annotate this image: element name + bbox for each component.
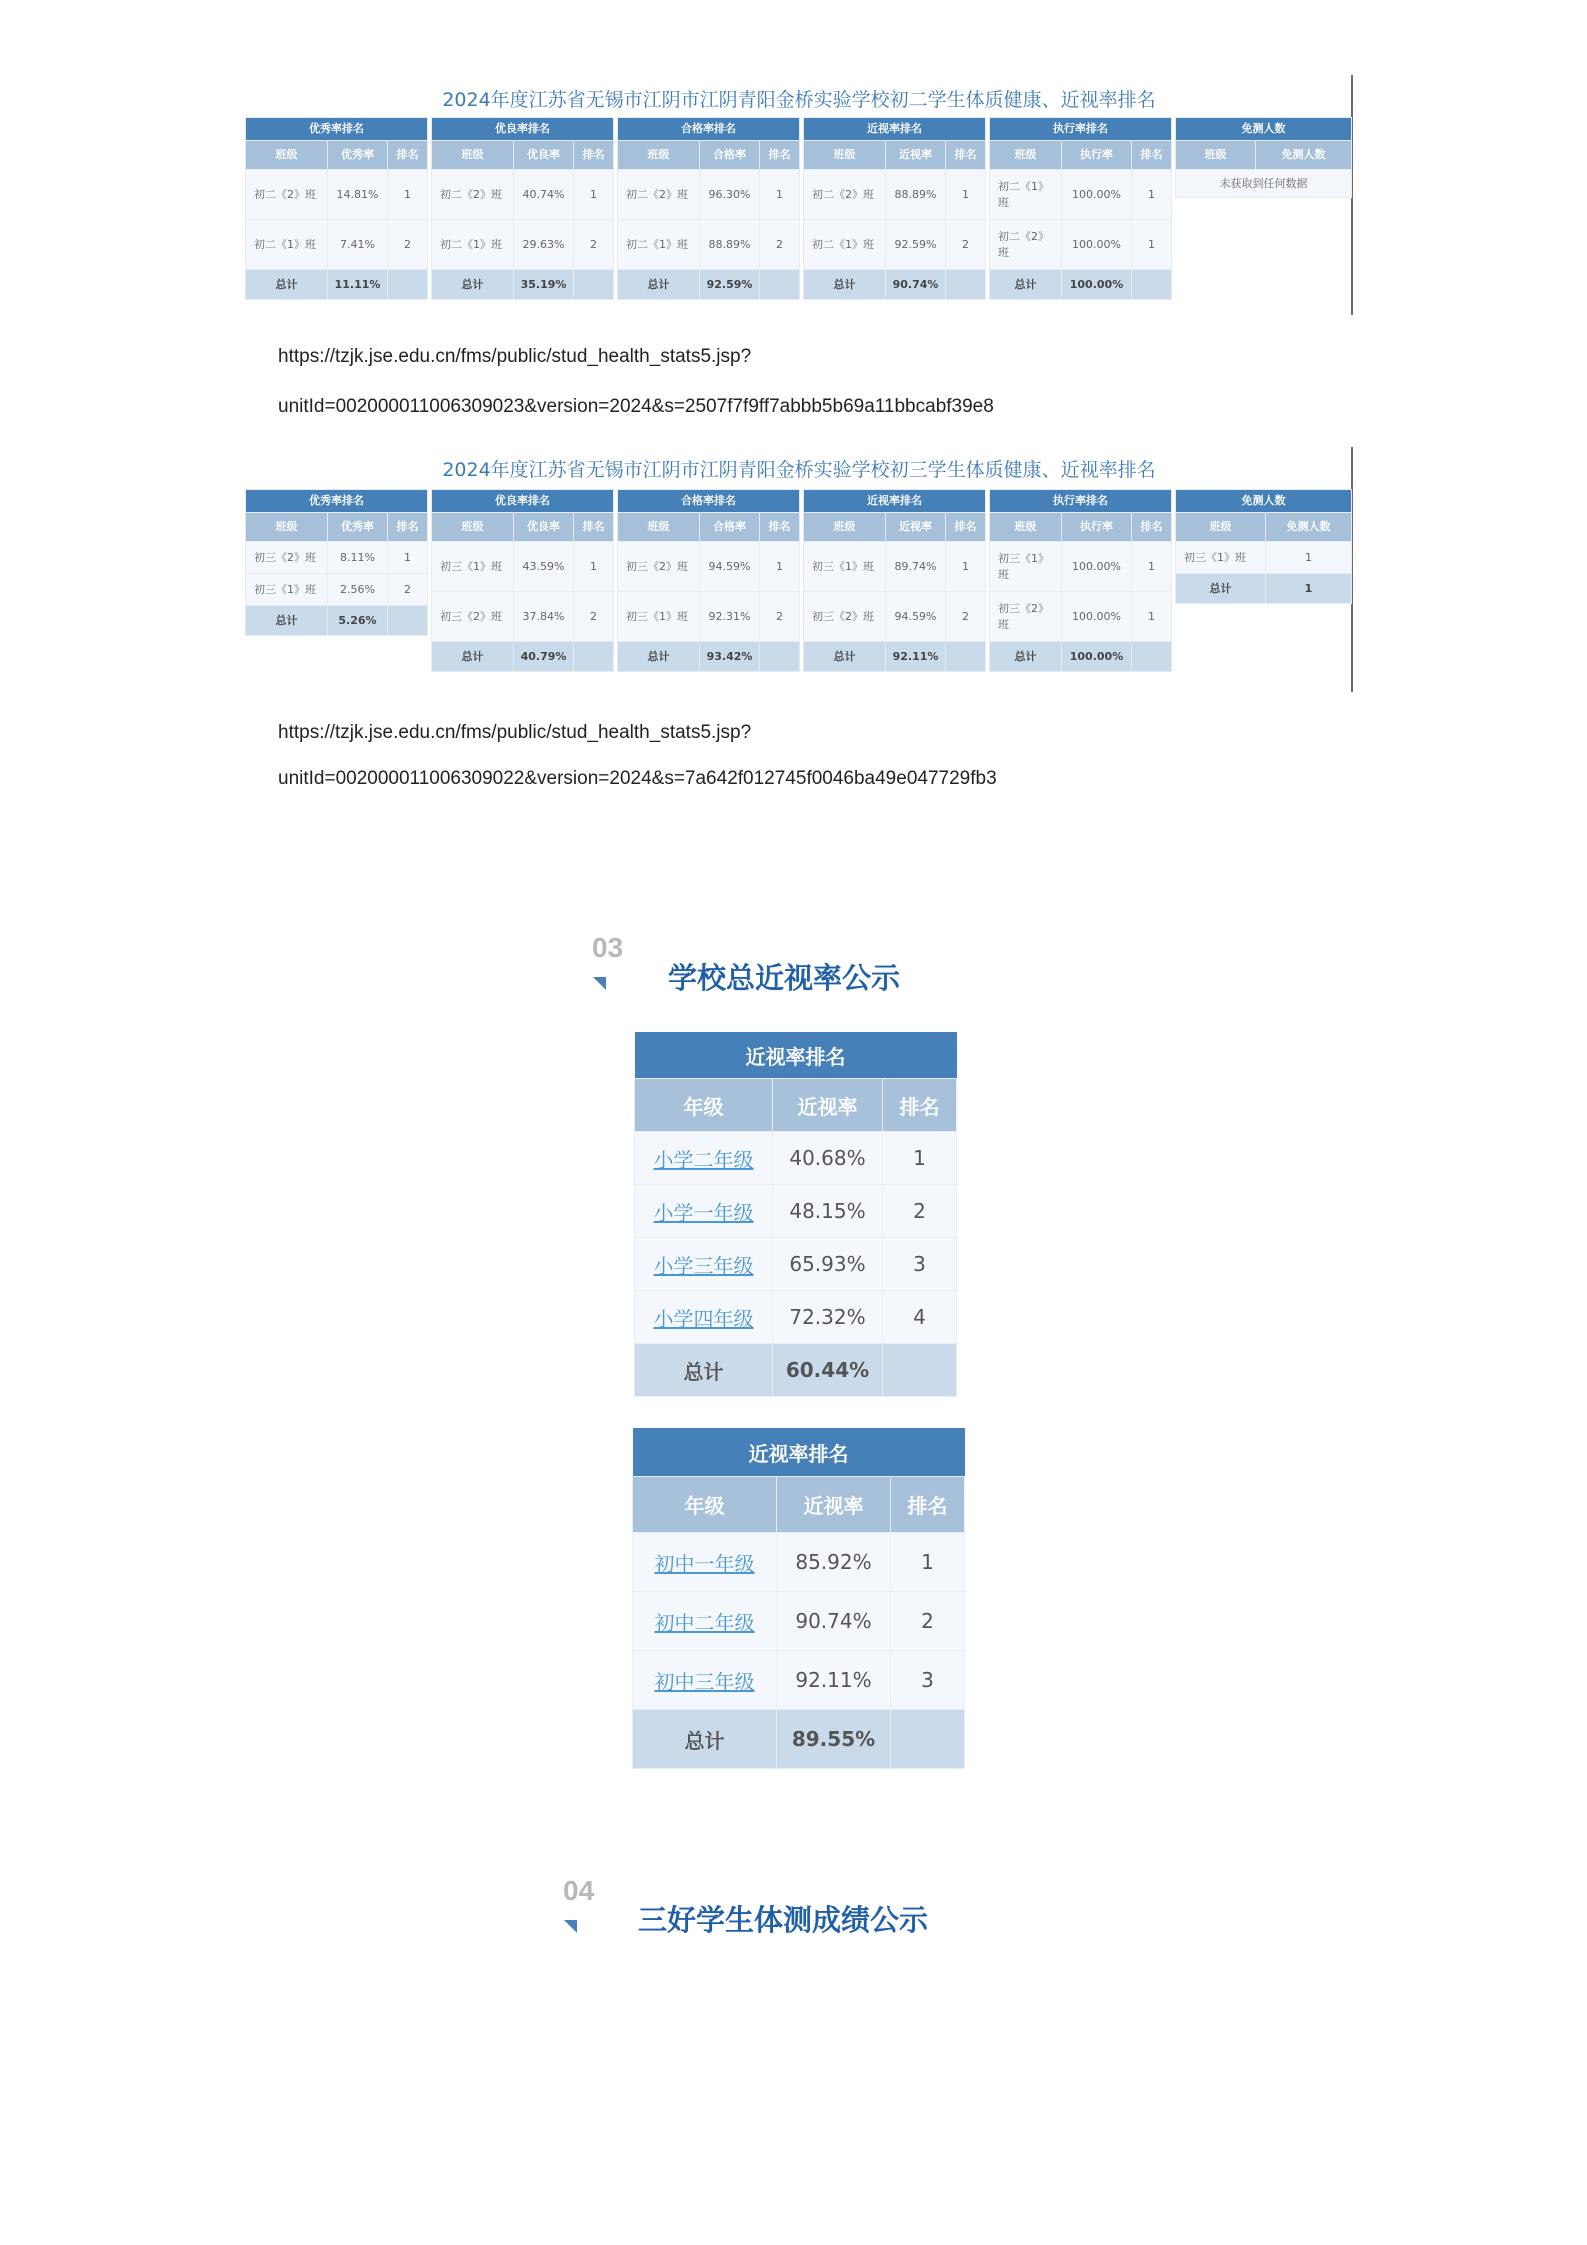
table-cell: 初三《2》班 xyxy=(990,592,1062,642)
table-cell: 初三《1》班 xyxy=(618,592,700,642)
table-cell: 37.84% xyxy=(514,592,574,642)
col-header: 排名 xyxy=(574,141,614,170)
report-title: 2024年度江苏省无锡市江阴市江阴青阳金桥实验学校初三学生体质健康、近视率排名 xyxy=(442,459,1156,481)
col-header: 排名 xyxy=(388,513,428,542)
table-cell: 88.89% xyxy=(700,220,760,270)
total-value: 35.19% xyxy=(514,270,574,300)
table-cell: 初三《1》班 xyxy=(246,574,328,606)
table-cell: 初二《2》班 xyxy=(246,170,328,220)
table-cell: 100.00% xyxy=(1062,220,1132,270)
col-header: 近视率 xyxy=(886,141,946,170)
table-cell: 1 xyxy=(574,542,614,592)
table-cell: 初三《1》班 xyxy=(990,542,1062,592)
source-url-2-line2[interactable]: unitId=002000011006309022&version=2024&s=7a642f012745f0046ba49e047729fb3 xyxy=(278,768,997,789)
table-cell xyxy=(883,1344,957,1397)
col-header: 排名 xyxy=(883,1079,957,1132)
table-caption: 优良率排名 xyxy=(432,490,614,513)
rate-cell: 72.32% xyxy=(773,1291,883,1344)
execution-rate-table xyxy=(989,489,1172,672)
source-url-1-line2[interactable]: unitId=002000011006309023&version=2024&s=2507f7f9ff7abbb5b69a11bbcabf39e8 xyxy=(278,396,994,417)
col-header: 班级 xyxy=(618,141,700,170)
report-grade9 xyxy=(245,447,1353,692)
total-label: 总计 xyxy=(618,642,700,672)
table-cell: 初三《1》班 xyxy=(432,542,514,592)
table-cell: 1 xyxy=(1132,542,1172,592)
table-caption: 近视率排名 xyxy=(804,490,986,513)
table-cell xyxy=(388,606,428,636)
col-header: 班级 xyxy=(804,141,886,170)
total-value: 93.42% xyxy=(700,642,760,672)
table-cell: 初三《2》班 xyxy=(432,592,514,642)
rate-cell: 92.11% xyxy=(777,1651,891,1710)
table-caption: 执行率排名 xyxy=(990,490,1172,513)
table-cell: 1 xyxy=(760,170,800,220)
rate-cell: 85.92% xyxy=(777,1533,891,1592)
grade-cell xyxy=(635,1132,773,1185)
good-rate-table xyxy=(431,489,614,672)
section-title: 学校总近视率公示 xyxy=(668,961,901,995)
total-label: 总计 xyxy=(804,270,886,300)
table-caption: 近视率排名 xyxy=(804,118,986,141)
grade-link[interactable]: 小学二年级 xyxy=(653,1147,754,1172)
table-cell: 2 xyxy=(388,220,428,270)
myopia-rate-table xyxy=(803,489,986,672)
rate-cell: 40.68% xyxy=(773,1132,883,1185)
total-value: 92.11% xyxy=(886,642,946,672)
col-header: 排名 xyxy=(946,141,986,170)
table-cell: 初二《2》班 xyxy=(618,170,700,220)
table-caption: 近视率排名 xyxy=(635,1032,957,1079)
table-cell: 初三《2》班 xyxy=(804,592,886,642)
section-marker-icon xyxy=(593,977,606,990)
middle-school-myopia-table xyxy=(632,1428,965,1769)
execution-rate-table xyxy=(989,117,1172,300)
grade-cell xyxy=(635,1185,773,1238)
total-value: 100.00% xyxy=(1062,642,1132,672)
col-header: 班级 xyxy=(990,141,1062,170)
table-cell: 初二《1》班 xyxy=(432,220,514,270)
col-header: 免测人数 xyxy=(1266,513,1352,542)
total-value: 11.11% xyxy=(328,270,388,300)
col-header: 免测人数 xyxy=(1256,141,1352,170)
table-cell: 2 xyxy=(574,220,614,270)
table-cell: 100.00% xyxy=(1062,170,1132,220)
total-value: 40.79% xyxy=(514,642,574,672)
table-cell: 初三《2》班 xyxy=(618,542,700,592)
table-cell: 2 xyxy=(946,592,986,642)
table-caption: 优良率排名 xyxy=(432,118,614,141)
table-cell xyxy=(760,270,800,300)
col-header: 年级 xyxy=(633,1477,777,1533)
table-cell: 初二《1》班 xyxy=(618,220,700,270)
col-header: 班级 xyxy=(990,513,1062,542)
col-header: 排名 xyxy=(760,513,800,542)
table-cell: 2 xyxy=(388,574,428,606)
col-header: 班级 xyxy=(1176,141,1256,170)
col-header: 近视率 xyxy=(886,513,946,542)
grade-link[interactable]: 初中二年级 xyxy=(654,1610,755,1635)
table-caption: 近视率排名 xyxy=(633,1428,965,1477)
table-cell xyxy=(1132,642,1172,672)
col-header: 班级 xyxy=(432,513,514,542)
grade-cell xyxy=(633,1651,777,1710)
rank-cell: 3 xyxy=(891,1651,965,1710)
total-label: 总计 xyxy=(246,270,328,300)
section-number: 04 xyxy=(563,1875,595,1906)
report-title: 2024年度江苏省无锡市江阴市江阴青阳金桥实验学校初二学生体质健康、近视率排名 xyxy=(442,89,1156,111)
col-header: 排名 xyxy=(760,141,800,170)
table-cell: 8.11% xyxy=(328,542,388,574)
pass-rate-table xyxy=(617,117,800,300)
table-cell xyxy=(946,642,986,672)
pass-rate-table xyxy=(617,489,800,672)
total-value: 92.59% xyxy=(700,270,760,300)
table-cell: 1 xyxy=(574,170,614,220)
col-header: 排名 xyxy=(946,513,986,542)
col-header: 排名 xyxy=(891,1477,965,1533)
col-header: 班级 xyxy=(1176,513,1266,542)
col-header: 近视率 xyxy=(773,1079,883,1132)
table-caption: 合格率排名 xyxy=(618,490,800,513)
table-cell: 96.30% xyxy=(700,170,760,220)
table-cell: 初三《1》班 xyxy=(804,542,886,592)
grade-link[interactable]: 初中一年级 xyxy=(654,1551,755,1576)
table-cell: 7.41% xyxy=(328,220,388,270)
table-cell: 94.59% xyxy=(886,592,946,642)
table-cell: 1 xyxy=(1132,170,1172,220)
table-cell: 2.56% xyxy=(328,574,388,606)
total-label: 总计 xyxy=(432,642,514,672)
table-cell: 89.74% xyxy=(886,542,946,592)
table-cell: 初二《1》班 xyxy=(990,170,1062,220)
table-cell xyxy=(1132,270,1172,300)
table-cell: 1 xyxy=(388,170,428,220)
exempt-count-table xyxy=(1175,117,1352,198)
grade-cell xyxy=(633,1533,777,1592)
rank-cell: 1 xyxy=(891,1533,965,1592)
total-label: 总计 xyxy=(1176,574,1266,604)
table-caption: 执行率排名 xyxy=(990,118,1172,141)
total-label: 总计 xyxy=(432,270,514,300)
table-cell: 92.31% xyxy=(700,592,760,642)
rank-cell: 2 xyxy=(883,1185,957,1238)
total-label: 总计 xyxy=(246,606,328,636)
col-header: 合格率 xyxy=(700,513,760,542)
grade-cell xyxy=(635,1238,773,1291)
rank-cell: 2 xyxy=(891,1592,965,1651)
total-label: 总计 xyxy=(618,270,700,300)
total-label: 总计 xyxy=(990,270,1062,300)
table-cell xyxy=(891,1710,965,1769)
rate-cell: 90.74% xyxy=(777,1592,891,1651)
rank-cell: 3 xyxy=(883,1238,957,1291)
table-cell: 2 xyxy=(760,220,800,270)
total-value: 1 xyxy=(1266,574,1352,604)
grade-link[interactable]: 初中三年级 xyxy=(654,1669,755,1694)
table-caption: 免测人数 xyxy=(1176,490,1352,513)
table-cell: 初二《1》班 xyxy=(246,220,328,270)
table-cell: 14.81% xyxy=(328,170,388,220)
grade-link[interactable]: 小学四年级 xyxy=(653,1306,754,1331)
col-header: 优良率 xyxy=(514,141,574,170)
col-header: 班级 xyxy=(618,513,700,542)
total-value: 5.26% xyxy=(328,606,388,636)
table-cell xyxy=(946,270,986,300)
col-header: 优良率 xyxy=(514,513,574,542)
excellent-rate-table xyxy=(245,117,428,300)
table-caption: 免测人数 xyxy=(1176,118,1352,141)
rate-cell: 65.93% xyxy=(773,1238,883,1291)
col-header: 执行率 xyxy=(1062,141,1132,170)
report-grade8 xyxy=(245,75,1353,315)
table-cell: 初二《2》班 xyxy=(804,170,886,220)
empty-data-note: 未获取到任何数据 xyxy=(1176,170,1352,198)
rank-cell: 1 xyxy=(883,1132,957,1185)
table-caption: 优秀率排名 xyxy=(246,118,428,141)
table-cell: 1 xyxy=(946,170,986,220)
rank-cell: 4 xyxy=(883,1291,957,1344)
table-cell: 43.59% xyxy=(514,542,574,592)
table-cell: 1 xyxy=(1266,542,1352,574)
table-cell: 初二《2》班 xyxy=(432,170,514,220)
table-cell xyxy=(574,642,614,672)
grade-link[interactable]: 小学一年级 xyxy=(653,1200,754,1225)
table-cell: 初二《2》班 xyxy=(990,220,1062,270)
excellent-rate-table xyxy=(245,489,428,636)
table-caption: 优秀率排名 xyxy=(246,490,428,513)
table-cell: 1 xyxy=(1132,220,1172,270)
table-cell: 1 xyxy=(1132,592,1172,642)
rate-cell: 48.15% xyxy=(773,1185,883,1238)
section-marker-icon xyxy=(564,1920,577,1933)
table-cell: 92.59% xyxy=(886,220,946,270)
col-header: 排名 xyxy=(574,513,614,542)
table-cell: 1 xyxy=(388,542,428,574)
table-cell: 88.89% xyxy=(886,170,946,220)
total-label: 总计 xyxy=(804,642,886,672)
col-header: 班级 xyxy=(246,513,328,542)
table-cell: 初三《1》班 xyxy=(1176,542,1266,574)
table-cell: 1 xyxy=(946,542,986,592)
col-header: 排名 xyxy=(388,141,428,170)
table-cell xyxy=(760,642,800,672)
table-cell: 2 xyxy=(760,592,800,642)
total-label: 总计 xyxy=(635,1344,773,1397)
table-cell xyxy=(388,270,428,300)
table-cell: 29.63% xyxy=(514,220,574,270)
total-label: 总计 xyxy=(633,1710,777,1769)
table-caption: 合格率排名 xyxy=(618,118,800,141)
table-cell: 100.00% xyxy=(1062,592,1132,642)
source-url-1-line1[interactable]: https://tzjk.jse.edu.cn/fms/public/stud_health_stats5.jsp? xyxy=(278,346,752,367)
total-label: 总计 xyxy=(990,642,1062,672)
exempt-count-table xyxy=(1175,489,1352,604)
table-cell: 初三《2》班 xyxy=(246,542,328,574)
table-cell: 2 xyxy=(574,592,614,642)
table-cell: 2 xyxy=(946,220,986,270)
col-header: 排名 xyxy=(1132,513,1172,542)
total-value: 60.44% xyxy=(773,1344,883,1397)
section-title: 三好学生体测成绩公示 xyxy=(638,1903,929,1937)
grade-link[interactable]: 小学三年级 xyxy=(653,1253,754,1278)
total-value: 100.00% xyxy=(1062,270,1132,300)
table-cell: 初二《1》班 xyxy=(804,220,886,270)
table-cell: 94.59% xyxy=(700,542,760,592)
total-value: 89.55% xyxy=(777,1710,891,1769)
col-header: 班级 xyxy=(432,141,514,170)
total-value: 90.74% xyxy=(886,270,946,300)
col-header: 班级 xyxy=(246,141,328,170)
col-header: 年级 xyxy=(635,1079,773,1132)
table-cell: 1 xyxy=(760,542,800,592)
col-header: 优秀率 xyxy=(328,513,388,542)
grade-cell xyxy=(633,1592,777,1651)
col-header: 优秀率 xyxy=(328,141,388,170)
primary-myopia-table xyxy=(634,1032,957,1397)
section-number: 03 xyxy=(592,932,624,963)
col-header: 合格率 xyxy=(700,141,760,170)
table-cell xyxy=(574,270,614,300)
myopia-rate-table xyxy=(803,117,986,300)
col-header: 排名 xyxy=(1132,141,1172,170)
col-header: 执行率 xyxy=(1062,513,1132,542)
col-header: 班级 xyxy=(804,513,886,542)
table-cell: 40.74% xyxy=(514,170,574,220)
table-cell: 100.00% xyxy=(1062,542,1132,592)
col-header: 近视率 xyxy=(777,1477,891,1533)
good-rate-table xyxy=(431,117,614,300)
grade-cell xyxy=(635,1291,773,1344)
source-url-2-line1[interactable]: https://tzjk.jse.edu.cn/fms/public/stud_health_stats5.jsp? xyxy=(278,722,752,743)
